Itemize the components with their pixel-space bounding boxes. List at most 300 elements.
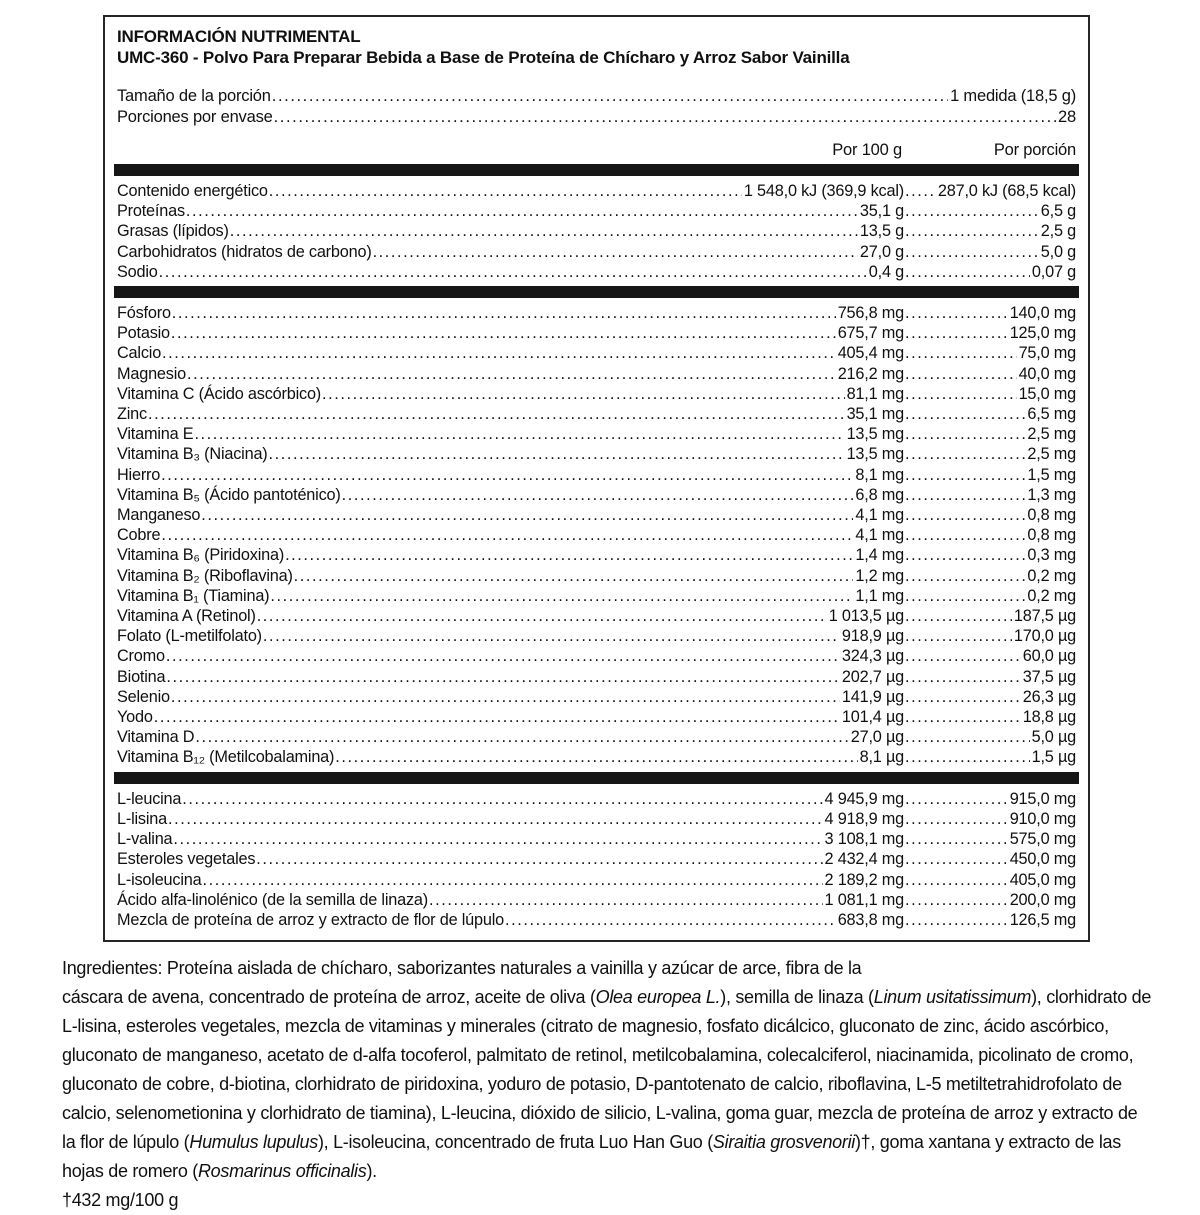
row-right-group [904,870,1076,890]
dot-leader [166,646,840,666]
table-row [117,910,1076,930]
nutrient-label: Esteroles vegetales [117,850,256,869]
per-serving-value: 575,0 mg [1009,830,1076,849]
per-serving-value: 125,0 mg [1009,324,1076,343]
row-right-group [904,667,1076,687]
per-100g-value: 1,2 mg [855,566,904,585]
table-row [117,566,1076,586]
dot-leader [171,323,836,343]
per-100g-value: 4 918,9 mg [824,809,904,828]
dot-leader [905,262,1030,282]
per-serving-value: 40,0 mg [1018,364,1076,383]
section-divider-bar [114,286,1079,298]
serving-info [117,86,1076,127]
serving-label: Tamaño de la porción [117,87,271,105]
dot-leader [285,545,853,565]
table-row [117,646,1076,666]
dot-leader [905,747,1030,767]
per-serving-value: 0,8 mg [1027,506,1076,525]
row-right-group [904,242,1076,262]
per-100g-value: 4 945,9 mg [824,789,904,808]
nutrient-label: Selenio [117,687,170,706]
row-left-group [117,870,904,890]
row-right-group [904,707,1076,727]
per-100g-value: 141,9 µg [841,687,904,706]
table-row [117,606,1076,626]
dot-leader [905,303,1008,323]
row-right-group [904,626,1076,646]
table-row [117,525,1076,545]
row-left-group [117,849,904,869]
row-right-group [904,849,1076,869]
column-headers [117,140,1076,160]
table-row [117,181,1076,201]
table-row [117,485,1076,505]
per-serving-value: 6,5 mg [1027,405,1076,424]
row-left-group [117,343,904,363]
per-100g-value: 4,1 mg [855,526,904,545]
per-100g-value: 8,1 mg [855,465,904,484]
dot-leader [342,485,854,505]
row-left-group [117,626,904,646]
dot-leader [905,890,1008,910]
dot-leader [905,870,1008,890]
row-left-group [117,687,904,707]
dot-leader [195,727,848,747]
section-divider-bar [114,772,1079,784]
row-left-group [117,890,904,910]
nutrient-label: Vitamina C (Ácido ascórbico) [117,384,322,403]
per-serving-value: 910,0 mg [1009,809,1076,828]
dot-leader [269,444,845,464]
nutrient-label: Ácido alfa-linolénico (de la semilla de linaza) [117,890,428,909]
table-row [117,687,1076,707]
per-serving-value: 2,5 mg [1027,445,1076,464]
row-right-group [904,343,1076,363]
nutrient-label: Vitamina B₁ (Tiamina) [117,586,270,605]
table-row [117,829,1076,849]
dot-leader [905,687,1021,707]
per-100g-value: 683,8 mg [837,910,904,929]
dot-leader [194,424,844,444]
per-100g-value: 27,0 g [859,242,904,261]
dot-leader [201,505,853,525]
row-left-group [117,424,904,444]
row-right-group [904,727,1076,747]
table-row [117,789,1076,809]
per-serving-value: 0,2 mg [1027,566,1076,585]
per-serving-value: 60,0 µg [1022,647,1076,666]
nutrient-label: Carbohidratos (hidratos de carbono) [117,242,372,261]
dot-leader [905,201,1039,221]
dot-leader [905,606,1012,626]
serving-row [117,86,1076,107]
per-serving-value: 915,0 mg [1009,789,1076,808]
dot-leader [161,465,853,485]
row-left-group [117,545,904,565]
row-right-group [904,910,1076,930]
row-left-group [117,201,904,221]
table-row [117,890,1076,910]
nutrient-label: Vitamina B₅ (Ácido pantoténico) [117,485,341,504]
table-row [117,849,1076,869]
per-serving-value: 405,0 mg [1009,870,1076,889]
row-right-group [904,444,1076,464]
table-row [117,626,1076,646]
row-left-group [117,809,904,829]
per-serving-value: 6,5 g [1040,202,1076,221]
nutrient-label: L-isoleucina [117,870,202,889]
nutrient-label: Proteínas [117,202,185,221]
species-name-italic: Olea europea L. [595,987,721,1007]
row-right-group [904,262,1076,282]
row-left-group [117,646,904,666]
ingredients-paragraph [62,983,1154,1186]
dot-leader [905,525,1025,545]
row-right-group [904,809,1076,829]
per-serving-value: 126,5 mg [1009,910,1076,929]
nutrient-label: L-lisina [117,809,167,828]
row-left-group [117,465,904,485]
dot-leader [162,343,836,363]
nutrient-label: Yodo [117,708,153,727]
dot-leader [905,424,1025,444]
per-serving-value: 26,3 µg [1022,687,1076,706]
per-100g-value: 918,9 µg [841,627,904,646]
per-100g-value: 1,1 mg [855,586,904,605]
per-100g-value: 2 432,4 mg [824,850,904,869]
per-100g-value: 13,5 g [859,222,904,241]
per-100g-value: 2 189,2 mg [824,870,904,889]
per-100g-value: 0,4 g [868,262,904,281]
table-row [117,364,1076,384]
per-serving-value: 5,0 g [1040,242,1076,261]
table-row [117,303,1076,323]
row-right-group [904,465,1076,485]
per-100g-value: 1 081,1 mg [824,890,904,909]
per-serving-value: 1,5 mg [1027,465,1076,484]
table-row [117,586,1076,606]
table-row [117,727,1076,747]
row-right-group [904,485,1076,505]
table-row [117,343,1076,363]
per-100g-value: 675,7 mg [837,324,904,343]
row-left-group [117,303,904,323]
dot-leader [505,910,836,930]
dot-leader [905,707,1021,727]
row-left-group [117,505,904,525]
row-left-group [117,727,904,747]
row-left-group [117,323,904,343]
row-right-group [904,384,1076,404]
per-serving-value: 287,0 kJ (68,5 kcal) [937,182,1076,200]
per-100g-value: 101,4 µg [841,708,904,727]
dot-leader [166,667,840,687]
per-serving-value: 187,5 µg [1013,607,1076,626]
nutrient-label: Potasio [117,324,170,343]
row-right-group [904,646,1076,666]
dot-leader [322,384,845,404]
table-row [117,221,1076,241]
dot-leader [905,910,1008,930]
nutrient-label: Magnesio [117,364,186,383]
dot-leader [335,747,857,767]
dot-leader [905,485,1025,505]
table-row [117,505,1076,525]
dot-leader [274,107,1056,128]
row-left-group [117,181,904,201]
per-serving-value: 18,8 µg [1022,708,1076,727]
dot-leader [905,667,1021,687]
table-row [117,424,1076,444]
row-right-group [904,829,1076,849]
dot-leader [905,323,1008,343]
dot-leader [905,727,1030,747]
dot-leader [373,242,858,262]
column-header-per-100g: Por 100 g [832,141,902,159]
nutrient-label: Vitamina D [117,728,195,747]
nutrient-label: Cobre [117,526,161,545]
per-serving-value: 0,3 mg [1027,546,1076,565]
dot-leader [905,586,1025,606]
dot-leader [905,364,1017,384]
row-right-group [904,545,1076,565]
row-left-group [117,747,904,767]
nutrient-label: Contenido energético [117,182,268,200]
dot-leader [905,566,1025,586]
per-100g-value: 8,1 µg [859,748,904,767]
dot-leader [905,505,1025,525]
species-name-italic: Siraitia grosvenorii [712,1132,855,1152]
row-left-group [117,364,904,384]
per-serving-value: 0,2 mg [1027,586,1076,605]
per-serving-value: 5,0 µg [1031,728,1076,747]
row-right-group [904,323,1076,343]
ingredients-text: ), L-isoleucina, concentrado de fruta Luo Han Guo ( [317,1132,713,1152]
serving-value: 1 medida (18,5 g) [950,87,1076,105]
per-100g-value: 4,1 mg [855,506,904,525]
nutrient-label: Zinc [117,405,147,424]
nutrient-label: Vitamina B₁₂ (Metilcobalamina) [117,748,335,767]
dot-leader [230,221,858,241]
per-100g-value: 6,8 mg [855,485,904,504]
per-100g-value: 13,5 mg [846,425,904,444]
row-right-group [904,747,1076,767]
row-left-group [117,262,904,282]
row-left-group [117,404,904,424]
per-serving-value: 2,5 g [1040,222,1076,241]
row-left-group [117,221,904,241]
dot-leader [182,789,822,809]
table-row [117,201,1076,221]
dot-leader [159,262,867,282]
row-left-group [117,707,904,727]
per-100g-value: 1 548,0 kJ (369,9 kcal) [743,182,904,200]
per-serving-value: 1,3 mg [1027,485,1076,504]
row-right-group [904,424,1076,444]
species-name-italic: Rosmarinus officinalis [197,1161,367,1181]
vitamins-minerals-section [117,303,1076,768]
nutrient-label: Folato (L-metilfolato) [117,627,262,646]
dot-leader [905,626,1012,646]
dot-leader [272,86,948,107]
nutrient-label: Vitamina E [117,425,194,444]
per-serving-value: 450,0 mg [1009,850,1076,869]
row-right-group [904,890,1076,910]
dot-leader [172,303,836,323]
nutrient-label: Sodio [117,262,158,281]
per-100g-value: 27,0 µg [850,728,904,747]
nutrient-label: Grasas (lípidos) [117,222,229,241]
species-name-italic: Humulus lupulus [189,1132,318,1152]
ingredients-block [62,954,1154,1215]
dot-leader [257,606,827,626]
dot-leader [263,626,840,646]
row-right-group [904,181,1076,201]
per-100g-value: 756,8 mg [837,304,904,323]
row-right-group [904,789,1076,809]
dot-leader [269,181,742,201]
per-100g-value: 216,2 mg [837,364,904,383]
row-right-group [904,586,1076,606]
per-serving-value: 140,0 mg [1009,304,1076,323]
per-serving-value: 0,07 g [1031,262,1076,281]
per-100g-value: 35,1 mg [846,405,904,424]
row-right-group [904,606,1076,626]
row-right-group [904,687,1076,707]
row-right-group [904,566,1076,586]
row-left-group [117,586,904,606]
dot-leader [905,404,1025,424]
dot-leader [148,404,845,424]
nutrient-label: Vitamina B₃ (Niacina) [117,445,268,464]
table-row [117,404,1076,424]
dot-leader [905,384,1017,404]
dot-leader [294,566,854,586]
nutrient-label: Mezcla de proteína de arroz y extracto de flor de lúpulo [117,910,505,929]
per-serving-value: 200,0 mg [1009,890,1076,909]
dot-leader [905,343,1017,363]
column-header-per-serving: Por porción [993,141,1076,159]
species-name-italic: Linum usitatissimum [873,987,1032,1007]
table-row [117,465,1076,485]
ingredients-text: )†, goma xantana y extracto de las hojas de romero ( [62,1132,1121,1181]
row-left-group [117,384,904,404]
dot-leader [186,201,858,221]
dot-leader [173,829,822,849]
per-serving-value: 2,5 mg [1027,425,1076,444]
row-right-group [904,505,1076,525]
per-100g-value: 324,3 µg [841,647,904,666]
row-right-group [904,201,1076,221]
dot-leader [202,870,822,890]
table-row [117,747,1076,767]
row-left-group [117,485,904,505]
table-row [117,809,1076,829]
nutrient-label: Hierro [117,465,161,484]
nutrient-label: Manganeso [117,506,201,525]
panel-subtitle: UMC-360 - Polvo Para Preparar Bebida a Base de Proteína de Chícharo y Arroz Sabor Vainilla [117,48,850,67]
ingredients-intro-line: Ingredientes: Proteína aislada de chícharo, saborizantes naturales a vainilla y azúcar de arce, fibra de la [62,958,862,978]
row-left-group [117,444,904,464]
serving-value: 28 [1058,107,1076,126]
dot-leader [171,687,840,707]
per-100g-value: 405,4 mg [837,344,904,363]
dot-leader [429,890,823,910]
row-left-group [117,829,904,849]
dot-leader [905,221,1039,241]
nutrient-label: Calcio [117,344,162,363]
section-divider-bar [114,164,1079,176]
dot-leader [905,181,936,201]
row-left-group [117,525,904,545]
table-row [117,545,1076,565]
nutrient-label: Cromo [117,647,165,666]
per-serving-value: 170,0 µg [1013,627,1076,646]
aminoacids-section [117,789,1076,930]
per-100g-value: 202,7 µg [841,667,904,686]
table-row [117,384,1076,404]
row-left-group [117,910,904,930]
nutrient-label: Fósforo [117,304,171,323]
table-row [117,323,1076,343]
dot-leader [905,646,1021,666]
ingredients-text: ), semilla de linaza ( [720,987,874,1007]
row-left-group [117,667,904,687]
per-100g-value: 3 108,1 mg [824,830,904,849]
dot-leader [905,789,1008,809]
per-serving-value: 1,5 µg [1031,748,1076,767]
table-row [117,444,1076,464]
ingredients-text: ), clorhidrato de L-lisina, esteroles vegetales, mezcla de vitaminas y minerales (citrato de magnesio, fosfato dicálcico, gluconato de zinc, ácido ascórbico, gluconato de manganeso, acetato de d-alfa tocoferol, palmitato de retinol, metilcobalamina, colecalciferol, niacinamida, picolinato de cromo, gluconato de cobre, d-biotina, clorhidrato de piridoxina, yoduro de potasio, D-pantotenato de calcio, riboflavina, L-5 metiltetrahidrofolato de calcio, selenometionina y clorhidrato de tiamina), L-leucina, dióxido de silicio, L-valina, goma guar, mezcla de proteína de arroz y extracto de la flor de lúpulo ( [62,987,1152,1152]
dot-leader [161,525,853,545]
row-right-group [904,364,1076,384]
nutrient-label: L-valina [117,830,173,849]
ingredients-text: cáscara de avena, concentrado de proteína de arroz, aceite de oliva ( [62,987,596,1007]
dot-leader [168,809,823,829]
dot-leader [905,545,1025,565]
per-serving-value: 0,8 mg [1027,526,1076,545]
table-row [117,870,1076,890]
table-row [117,707,1076,727]
nutrient-label: Biotina [117,667,166,686]
row-right-group [904,525,1076,545]
panel-title: INFORMACIÓN NUTRIMENTAL [117,27,361,46]
nutrient-label: Vitamina B₂ (Riboflavina) [117,566,293,585]
table-row [117,262,1076,282]
per-serving-value: 15,0 mg [1018,384,1076,403]
per-100g-value: 13,5 mg [846,445,904,464]
nutrient-label: Vitamina B₆ (Piridoxina) [117,546,285,565]
table-row [117,242,1076,262]
dot-leader [187,364,836,384]
energy-macros-section [117,181,1076,282]
row-left-group [117,566,904,586]
nutrient-label: Vitamina A (Retinol) [117,607,256,626]
serving-label: Porciones por envase [117,107,273,126]
dot-leader [905,242,1039,262]
dot-leader [905,849,1008,869]
dot-leader [905,829,1008,849]
per-100g-value: 1,4 mg [855,546,904,565]
row-right-group [904,404,1076,424]
dot-leader [905,809,1008,829]
dot-leader [905,465,1025,485]
table-row [117,667,1076,687]
per-serving-value: 75,0 mg [1018,344,1076,363]
ingredients-text: ). [366,1161,377,1181]
row-right-group [904,303,1076,323]
